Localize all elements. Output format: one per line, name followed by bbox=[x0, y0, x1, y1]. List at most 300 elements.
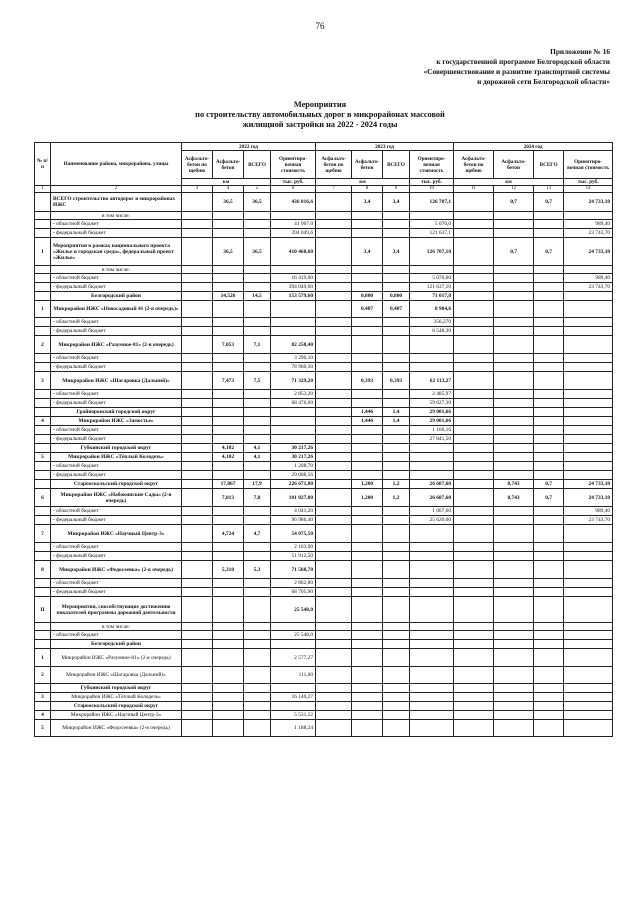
row-value bbox=[534, 640, 564, 649]
row-value bbox=[316, 453, 352, 462]
row-number bbox=[35, 507, 51, 516]
row-value bbox=[454, 489, 494, 507]
row-name: - федеральный бюджет bbox=[51, 552, 182, 561]
row-value bbox=[244, 212, 271, 220]
column-number: 5 bbox=[244, 186, 271, 193]
row-value: 1,2 bbox=[383, 480, 410, 489]
row-value bbox=[454, 212, 494, 220]
row-value bbox=[564, 399, 613, 408]
row-value: 1,200 bbox=[352, 480, 383, 489]
row-value bbox=[271, 417, 316, 426]
row-value bbox=[494, 552, 534, 561]
column-number: 13 bbox=[534, 186, 564, 193]
row-value bbox=[352, 354, 383, 363]
row-name: Микрорайон ИЖС «Шагаровка (Дальний)» bbox=[51, 667, 182, 684]
row-value bbox=[271, 623, 316, 631]
row-value bbox=[182, 336, 213, 354]
row-value bbox=[564, 426, 613, 435]
row-value bbox=[182, 444, 213, 453]
row-value bbox=[410, 702, 454, 711]
column-number: 8 bbox=[352, 186, 383, 193]
row-value bbox=[494, 516, 534, 525]
row-value: 1 188,24 bbox=[271, 720, 316, 737]
row-value bbox=[352, 283, 383, 292]
row-value bbox=[182, 229, 213, 238]
row-name: - федеральный бюджет bbox=[51, 471, 182, 480]
row-value: 1,4 bbox=[383, 417, 410, 426]
table-row bbox=[35, 229, 613, 238]
row-value bbox=[213, 623, 244, 631]
row-value bbox=[213, 212, 244, 220]
row-name: - областной бюджет bbox=[51, 390, 182, 399]
row-value bbox=[271, 327, 316, 336]
row-name: Белгородский район bbox=[51, 292, 182, 301]
row-value bbox=[494, 372, 534, 390]
row-value bbox=[182, 631, 213, 640]
row-value bbox=[213, 720, 244, 737]
row-value bbox=[352, 471, 383, 480]
row-value bbox=[352, 220, 383, 229]
row-value: 121 637,1 bbox=[410, 229, 454, 238]
row-value bbox=[410, 552, 454, 561]
row-value bbox=[352, 693, 383, 702]
row-value bbox=[534, 417, 564, 426]
row-value: 29 008,56 bbox=[271, 471, 316, 480]
table-row bbox=[35, 283, 613, 292]
row-value bbox=[564, 390, 613, 399]
row-number bbox=[35, 588, 51, 597]
table-row bbox=[35, 631, 613, 640]
row-value bbox=[410, 453, 454, 462]
row-value bbox=[534, 435, 564, 444]
header-unit: тыс. руб. bbox=[271, 179, 316, 186]
row-value bbox=[352, 229, 383, 238]
row-value: 3,4 bbox=[352, 193, 383, 212]
row-number bbox=[35, 426, 51, 435]
row-value bbox=[244, 435, 271, 444]
row-value: 0,7 bbox=[534, 193, 564, 212]
table-row bbox=[35, 543, 613, 552]
row-number bbox=[35, 579, 51, 588]
row-value bbox=[316, 561, 352, 579]
row-value bbox=[454, 623, 494, 631]
row-value: 30 217,26 bbox=[271, 453, 316, 462]
row-value bbox=[244, 229, 271, 238]
row-number: 2 bbox=[35, 336, 51, 354]
row-value bbox=[244, 274, 271, 283]
row-value bbox=[564, 363, 613, 372]
row-value: 14,526 bbox=[213, 292, 244, 301]
row-name: Микрорайон ИЖС «Разумное-81» (2-я очередь) bbox=[51, 649, 182, 667]
row-value bbox=[494, 301, 534, 318]
row-value bbox=[410, 623, 454, 631]
row-value bbox=[213, 462, 244, 471]
row-value bbox=[271, 684, 316, 693]
row-value bbox=[316, 426, 352, 435]
row-value bbox=[454, 435, 494, 444]
row-value bbox=[494, 327, 534, 336]
row-value bbox=[352, 274, 383, 283]
row-value: 410 468,60 bbox=[271, 238, 316, 266]
row-name: ВСЕГО строительство автодорог в микрорайонах ИЖС bbox=[51, 193, 182, 212]
row-number: II bbox=[35, 597, 51, 623]
row-value: 25 548,0 bbox=[271, 597, 316, 623]
row-value bbox=[213, 327, 244, 336]
row-name: Губкинский городской округ bbox=[51, 444, 182, 453]
row-value bbox=[534, 711, 564, 720]
title-line: жилищной застройки на 2022 - 2024 годы bbox=[242, 120, 398, 129]
row-number: 1 bbox=[35, 649, 51, 667]
row-value bbox=[244, 640, 271, 649]
row-value bbox=[316, 693, 352, 702]
row-value bbox=[494, 702, 534, 711]
row-value bbox=[494, 649, 534, 667]
row-value bbox=[383, 640, 410, 649]
row-value bbox=[316, 649, 352, 667]
row-value: 356,270 bbox=[410, 318, 454, 327]
row-name: - федеральный бюджет bbox=[51, 229, 182, 238]
row-value bbox=[352, 579, 383, 588]
row-name: Микрорайон ИЖС «Научный Центр-3» bbox=[51, 525, 182, 543]
row-value bbox=[213, 640, 244, 649]
row-value bbox=[534, 453, 564, 462]
row-number bbox=[35, 327, 51, 336]
row-value bbox=[534, 372, 564, 390]
column-number: 7 bbox=[316, 186, 352, 193]
row-value bbox=[494, 283, 534, 292]
row-value bbox=[316, 631, 352, 640]
row-value bbox=[316, 480, 352, 489]
table-row bbox=[35, 212, 613, 220]
table-row bbox=[35, 507, 613, 516]
row-value bbox=[564, 684, 613, 693]
row-number bbox=[35, 212, 51, 220]
row-value bbox=[564, 552, 613, 561]
row-value bbox=[352, 363, 383, 372]
row-value bbox=[383, 354, 410, 363]
row-value bbox=[316, 238, 352, 266]
row-value bbox=[494, 426, 534, 435]
row-value bbox=[410, 631, 454, 640]
row-value bbox=[213, 354, 244, 363]
header-sub: Асфальто-бетон bbox=[494, 151, 534, 179]
row-value bbox=[454, 543, 494, 552]
row-value bbox=[494, 561, 534, 579]
row-value bbox=[494, 229, 534, 238]
row-number bbox=[35, 318, 51, 327]
row-value: 7,5 bbox=[244, 372, 271, 390]
row-name: - областной бюджет bbox=[51, 426, 182, 435]
row-value bbox=[383, 390, 410, 399]
row-value: 1,2 bbox=[383, 489, 410, 507]
row-value: 68 476,00 bbox=[271, 399, 316, 408]
row-value bbox=[534, 363, 564, 372]
row-value bbox=[213, 363, 244, 372]
row-value bbox=[383, 702, 410, 711]
row-value bbox=[410, 597, 454, 623]
row-value bbox=[182, 283, 213, 292]
row-value bbox=[316, 372, 352, 390]
row-number bbox=[35, 193, 51, 212]
row-value: 2 577,27 bbox=[271, 649, 316, 667]
row-name: - областной бюджет bbox=[51, 220, 182, 229]
row-value bbox=[410, 444, 454, 453]
row-value bbox=[564, 631, 613, 640]
row-value bbox=[316, 220, 352, 229]
row-value bbox=[271, 408, 316, 417]
table-row bbox=[35, 702, 613, 711]
header-year: 2023 год bbox=[316, 143, 454, 151]
row-value bbox=[352, 543, 383, 552]
row-value bbox=[316, 516, 352, 525]
row-value bbox=[316, 327, 352, 336]
row-value: 0,800 bbox=[352, 292, 383, 301]
row-value: 989,40 bbox=[564, 507, 613, 516]
row-value bbox=[534, 354, 564, 363]
row-value bbox=[352, 327, 383, 336]
row-value bbox=[182, 720, 213, 737]
row-value bbox=[352, 649, 383, 667]
row-value bbox=[316, 543, 352, 552]
row-value bbox=[383, 631, 410, 640]
table-row bbox=[35, 561, 613, 579]
row-name: - областной бюджет bbox=[51, 543, 182, 552]
row-value bbox=[494, 390, 534, 399]
row-value: 8 548,30 bbox=[410, 327, 454, 336]
measures-table bbox=[34, 142, 613, 737]
header-sub: Асфальто-бетон по щебню bbox=[316, 151, 352, 179]
row-value bbox=[271, 266, 316, 274]
row-value: 96 986,40 bbox=[271, 516, 316, 525]
row-value bbox=[410, 640, 454, 649]
row-value: 7,053 bbox=[213, 336, 244, 354]
row-value bbox=[410, 471, 454, 480]
row-value bbox=[352, 336, 383, 354]
row-name: Микрорайон ИЖС «Набокинские Сады» (2-я очередь) bbox=[51, 489, 182, 507]
row-value: 7,1 bbox=[244, 336, 271, 354]
row-value bbox=[454, 327, 494, 336]
row-value bbox=[494, 336, 534, 354]
row-value bbox=[244, 623, 271, 631]
row-value bbox=[316, 444, 352, 453]
row-value bbox=[182, 301, 213, 318]
table-row bbox=[35, 417, 613, 426]
row-value bbox=[454, 702, 494, 711]
row-value bbox=[244, 543, 271, 552]
row-value bbox=[244, 552, 271, 561]
table-row bbox=[35, 693, 613, 702]
row-value bbox=[352, 667, 383, 684]
title-line: Мероприятия bbox=[293, 100, 347, 109]
row-value bbox=[410, 579, 454, 588]
row-value bbox=[454, 354, 494, 363]
row-value bbox=[182, 390, 213, 399]
row-value bbox=[534, 399, 564, 408]
row-value: 27 841,50 bbox=[410, 435, 454, 444]
row-value: 3,4 bbox=[383, 238, 410, 266]
row-value: 14,5 bbox=[244, 292, 271, 301]
row-value bbox=[383, 684, 410, 693]
row-value bbox=[182, 435, 213, 444]
row-value bbox=[494, 212, 534, 220]
row-value bbox=[316, 507, 352, 516]
row-name: Старооскольский городской округ bbox=[51, 480, 182, 489]
row-value bbox=[182, 649, 213, 667]
row-value bbox=[182, 274, 213, 283]
row-value bbox=[182, 543, 213, 552]
row-value bbox=[454, 301, 494, 318]
row-value bbox=[534, 552, 564, 561]
header-sub: Асфальто-бетон по щебню bbox=[182, 151, 213, 179]
table-row bbox=[35, 552, 613, 561]
row-value bbox=[383, 229, 410, 238]
row-value bbox=[352, 435, 383, 444]
row-value bbox=[244, 417, 271, 426]
row-number: 5 bbox=[35, 720, 51, 737]
row-value bbox=[383, 720, 410, 737]
row-name: - областной бюджет bbox=[51, 507, 182, 516]
row-value bbox=[213, 471, 244, 480]
row-value bbox=[352, 399, 383, 408]
row-value: 0,743 bbox=[494, 489, 534, 507]
row-value bbox=[244, 283, 271, 292]
row-value bbox=[244, 354, 271, 363]
row-value bbox=[383, 318, 410, 327]
row-value bbox=[316, 435, 352, 444]
row-value bbox=[454, 238, 494, 266]
row-value bbox=[316, 336, 352, 354]
row-value bbox=[494, 266, 534, 274]
row-value: 16 140,27 bbox=[271, 693, 316, 702]
row-name: Микрорайон ИЖС «Шагаровка (Дальний)» bbox=[51, 372, 182, 390]
row-value bbox=[410, 543, 454, 552]
row-number: 4 bbox=[35, 417, 51, 426]
row-value bbox=[213, 417, 244, 426]
row-value bbox=[316, 363, 352, 372]
row-value bbox=[316, 684, 352, 693]
row-value bbox=[352, 631, 383, 640]
row-value bbox=[534, 229, 564, 238]
row-value bbox=[316, 318, 352, 327]
row-value: 101 027,00 bbox=[271, 489, 316, 507]
row-value: 29 001,66 bbox=[410, 417, 454, 426]
header-sub: ВСЕГО bbox=[244, 151, 271, 179]
row-value: 71 568,70 bbox=[271, 561, 316, 579]
row-value bbox=[244, 702, 271, 711]
row-value bbox=[244, 667, 271, 684]
row-value bbox=[316, 301, 352, 318]
column-number: 10 bbox=[410, 186, 454, 193]
row-value: 2 485,97 bbox=[410, 390, 454, 399]
row-value bbox=[244, 266, 271, 274]
row-value bbox=[316, 266, 352, 274]
row-value bbox=[494, 667, 534, 684]
row-value bbox=[564, 417, 613, 426]
row-value bbox=[454, 274, 494, 283]
header-unit: км bbox=[182, 179, 271, 186]
table-row bbox=[35, 426, 613, 435]
row-value: 7,473 bbox=[213, 372, 244, 390]
row-value: 111,00 bbox=[271, 667, 316, 684]
row-value bbox=[352, 552, 383, 561]
row-value bbox=[182, 507, 213, 516]
row-value bbox=[534, 220, 564, 229]
column-number: 9 bbox=[383, 186, 410, 193]
header-sub: ВСЕГО bbox=[534, 151, 564, 179]
row-value bbox=[213, 579, 244, 588]
row-value bbox=[534, 327, 564, 336]
row-value: 71 329,20 bbox=[271, 372, 316, 390]
row-value: 41 967,0 bbox=[271, 220, 316, 229]
row-value bbox=[213, 543, 244, 552]
row-value bbox=[182, 372, 213, 390]
row-value bbox=[182, 684, 213, 693]
row-value bbox=[316, 623, 352, 631]
row-value bbox=[454, 318, 494, 327]
row-number bbox=[35, 354, 51, 363]
row-value bbox=[182, 552, 213, 561]
row-name: - федеральный бюджет bbox=[51, 588, 182, 597]
row-value bbox=[244, 588, 271, 597]
row-value bbox=[182, 417, 213, 426]
table-row bbox=[35, 623, 613, 631]
row-value bbox=[352, 623, 383, 631]
row-value bbox=[534, 667, 564, 684]
row-name: в том числе: bbox=[51, 623, 182, 631]
row-number bbox=[35, 444, 51, 453]
row-value bbox=[564, 561, 613, 579]
row-value: 29 001,66 bbox=[410, 408, 454, 417]
row-value bbox=[564, 667, 613, 684]
row-number: 3 bbox=[35, 693, 51, 702]
row-value bbox=[564, 408, 613, 417]
row-value bbox=[213, 702, 244, 711]
row-value bbox=[383, 363, 410, 372]
row-value: 989,40 bbox=[564, 220, 613, 229]
row-value bbox=[454, 417, 494, 426]
row-value bbox=[534, 318, 564, 327]
row-value bbox=[352, 444, 383, 453]
row-value bbox=[454, 292, 494, 301]
row-number bbox=[35, 292, 51, 301]
row-value bbox=[213, 390, 244, 399]
row-value bbox=[352, 561, 383, 579]
row-number bbox=[35, 480, 51, 489]
row-value: 3,4 bbox=[352, 238, 383, 266]
row-value bbox=[271, 212, 316, 220]
row-value bbox=[213, 408, 244, 417]
row-value bbox=[564, 693, 613, 702]
row-value bbox=[454, 283, 494, 292]
row-value bbox=[410, 561, 454, 579]
row-value bbox=[494, 720, 534, 737]
row-value bbox=[182, 327, 213, 336]
row-number: 1 bbox=[35, 301, 51, 318]
row-value: 59 627,30 bbox=[410, 399, 454, 408]
row-value bbox=[564, 543, 613, 552]
row-value bbox=[494, 444, 534, 453]
row-value bbox=[454, 462, 494, 471]
row-value bbox=[494, 507, 534, 516]
row-value bbox=[534, 597, 564, 623]
row-value bbox=[564, 640, 613, 649]
table-row bbox=[35, 327, 613, 336]
row-value bbox=[494, 579, 534, 588]
row-value bbox=[534, 390, 564, 399]
row-value bbox=[182, 426, 213, 435]
row-value bbox=[244, 318, 271, 327]
row-number: 7 bbox=[35, 525, 51, 543]
